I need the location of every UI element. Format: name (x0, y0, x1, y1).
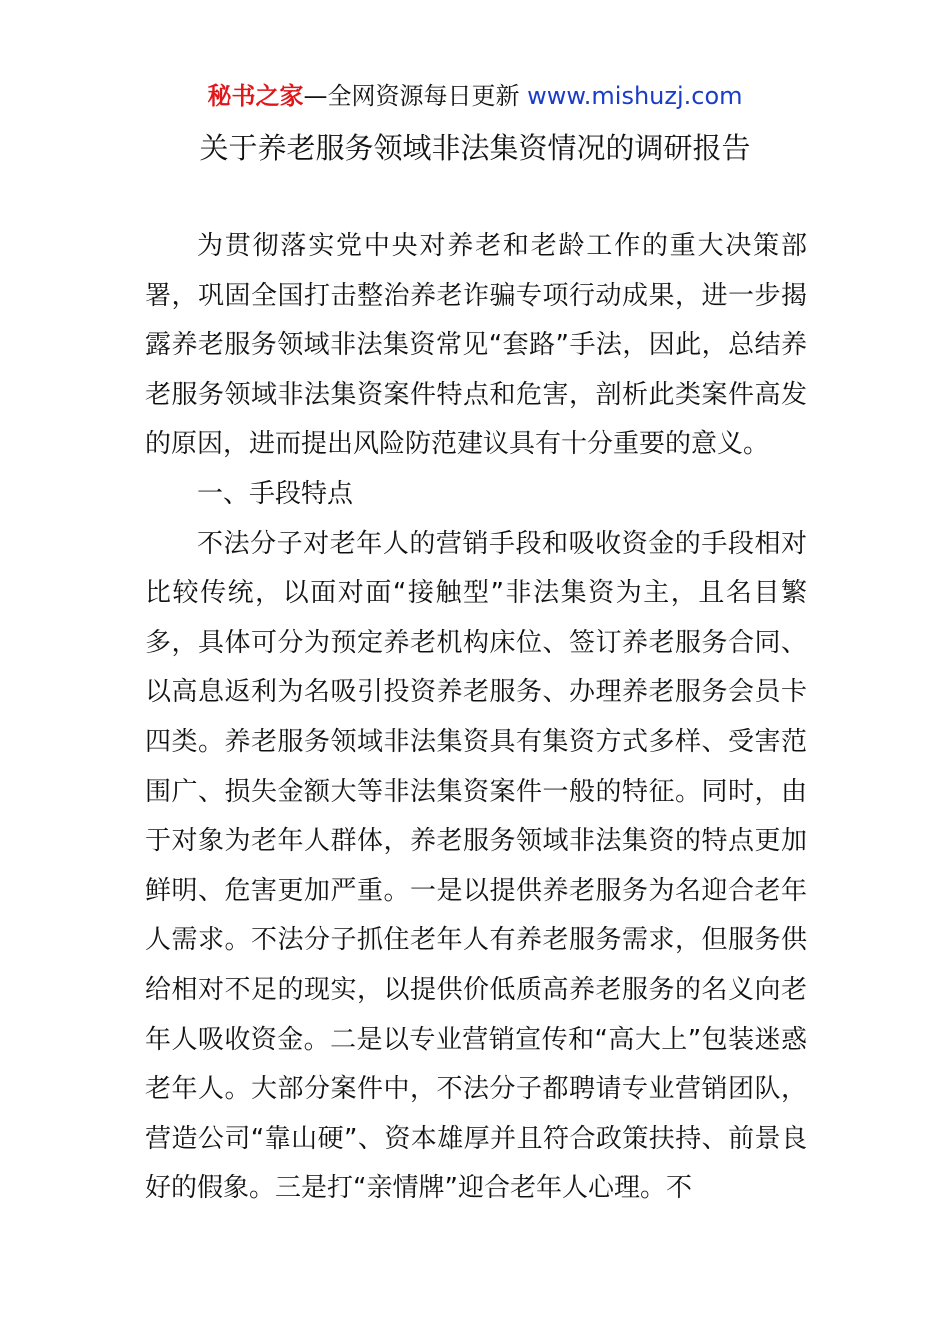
section-heading-1: 一、手段特点 (197, 478, 354, 509)
site-url-link[interactable]: www.mishuzj.com (527, 82, 743, 110)
site-header (0, 80, 950, 112)
intro-paragraph: 为贯彻落实党中央对养老和老龄工作的重大决策部署，巩固全国打击整治养老诈骗专项行动成果，进一步揭露养老服务领域非法集资常见“套路”手法，因此，总结养老服务领域非法集资案件特点和危害，剖析此类案件高发的原因，进而提出风险防范建议具有十分重要的意义。 (145, 231, 807, 460)
brand-name: 秘书之家 (207, 82, 304, 110)
document-title: 关于养老服务领域非法集资情况的调研报告 (199, 131, 751, 165)
header-slogan: —全网资源每日更新 (303, 82, 528, 110)
document-body (145, 222, 807, 1214)
section-paragraph-1: 不法分子对老年人的营销手段和吸收资金的手段相对比较传统，以面对面“接触型”非法集资为主，且名目繁多，具体可分为预定养老机构床位、签订养老服务合同、以高息返利为名吸引投资养老服务、办理养老服务会员卡四类。养老服务领域非法集资具有集资方式多样、受害范围广、损失金额大等非法集资案件一般的特征。同时，由于对象为老年人群体，养老服务领域非法集资的特点更加鲜明、危害更加严重。一是以提供养老服务为名迎合老年人需求。不法分子抓住老年人有养老服务需求，但服务供给相对不足的现实，以提供价低质高养老服务的名义向老年人吸收资金。二是以专业营销宣传和“高大上”包装迷惑老年人。大部分案件中，不法分子都聘请专业营销团队，营造公司“靠山硬”、资本雄厚并且符合政策扶持、前景良好的假象。三是打“亲情牌”迎合老年人心理。不 (145, 528, 807, 1204)
